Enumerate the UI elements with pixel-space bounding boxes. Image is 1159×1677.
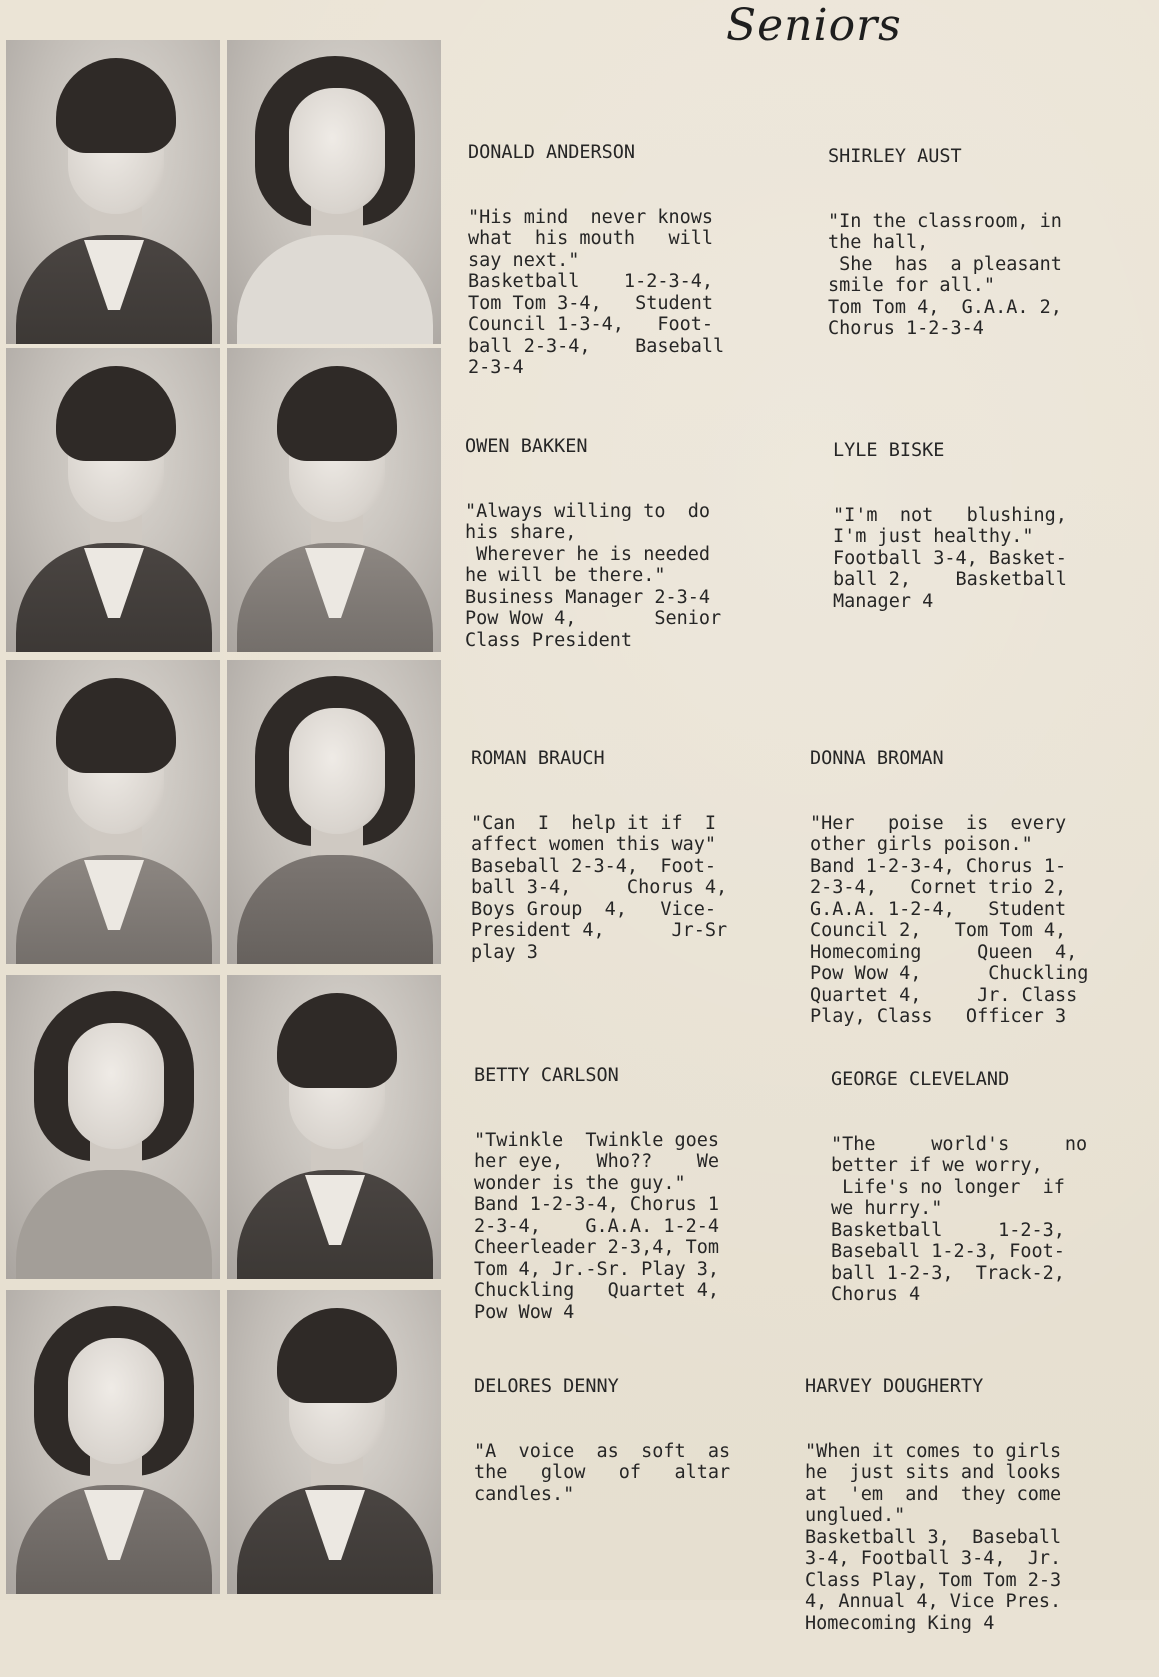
senior-entry: [833, 397, 1067, 655]
senior-description: "A voice as soft as the glow of altar candles.": [474, 1440, 731, 1505]
senior-description: "The world's no better if we worry, Life's no longer if we hurry." Basketball 1-2-3, Baseball 1-2-3, Foot- ball 1-2-3, Track-2, Chorus 4: [831, 1133, 1088, 1305]
portrait-photo: [227, 40, 441, 344]
senior-name: DELORES DENNY: [474, 1376, 619, 1397]
senior-description: "Can I help it if I affect women this way" Baseball 2-3-4, Foot- ball 3-4, Chorus 4, Boys Group 4, Vice- President 4, Jr-Sr play 3: [471, 812, 728, 963]
portrait-photo: [6, 348, 220, 652]
senior-description: "His mind never knows what his mouth will say next." Basketball 1-2-3-4, Tom Tom 3-4, Student Council 1-3-4, Foot- ball 2-3-4, Baseball 2-3-4: [468, 206, 725, 378]
senior-entry: [831, 1026, 1087, 1349]
senior-description: "I'm not blushing, I'm just healthy." Football 3-4, Basket- ball 2, Basketball Manager 4: [833, 504, 1067, 612]
senior-name: SHIRLEY AUST: [828, 146, 962, 167]
portrait-photo: [6, 975, 220, 1279]
senior-name: HARVEY DOUGHERTY: [805, 1376, 984, 1397]
portrait-photo: [227, 1290, 441, 1594]
senior-description: "Always willing to do his share, Wherever he is needed he will be there." Business Manager 2-3-4 Pow Wow 4, Senior Class President: [465, 500, 722, 651]
senior-entry: [805, 1333, 1061, 1677]
portrait-photo: [227, 348, 441, 652]
senior-description: "When it comes to girls he just sits and looks at 'em and they come unglued." Basketball 3, Baseball 3-4, Football 3-4, Jr. Class Play, Tom Tom 2-3 4, Annual 4, Vice Pres. Homecoming King 4: [805, 1440, 1062, 1634]
senior-name: BETTY CARLSON: [474, 1065, 619, 1086]
senior-name: LYLE BISKE: [833, 440, 945, 461]
senior-name: GEORGE CLEVELAND: [831, 1069, 1010, 1090]
senior-name: ROMAN BRAUCH: [471, 748, 605, 769]
senior-entry: [465, 393, 721, 694]
senior-entry: [828, 103, 1062, 383]
senior-name: DONALD ANDERSON: [468, 142, 636, 163]
senior-description: "Twinkle Twinkle goes her eye, Who?? We wonder is the guy." Band 1-2-3-4, Chorus 1 2-3-4, G.A.A. 1-2-4 Cheerleader 2-3,4, Tom Tom 4, Jr.-Sr. Play 3, Chuckling Quartet 4, Pow Wow 4: [474, 1129, 720, 1323]
senior-entry: [474, 1333, 730, 1548]
senior-description: "In the classroom, in the hall, She has a pleasant smile for all." Tom Tom 4, G.A.A. 2, Chorus 1-2-3-4: [828, 210, 1062, 339]
portrait-photo: [6, 1290, 220, 1594]
page-title: Seniors: [726, 0, 902, 51]
portrait-photo: [227, 660, 441, 964]
senior-entry: [471, 705, 727, 1006]
senior-entry: [474, 1022, 719, 1366]
portrait-photo: [6, 40, 220, 344]
senior-entry: [810, 705, 1088, 1071]
senior-entry: [468, 99, 724, 422]
portrait-photo: [6, 660, 220, 964]
senior-name: OWEN BAKKEN: [465, 436, 588, 457]
senior-name: DONNA BROMAN: [810, 748, 944, 769]
senior-description: "Her poise is every other girls poison." Band 1-2-3-4, Chorus 1- 2-3-4, Cornet trio 2, G.A.A. 1-2-4, Student Council 2, Tom Tom 4, Homecoming Queen 4, Pow Wow 4, Chuckling Quartet 4, Jr. Class Play, Class Officer 3: [810, 812, 1089, 1027]
portrait-photo: [227, 975, 441, 1279]
